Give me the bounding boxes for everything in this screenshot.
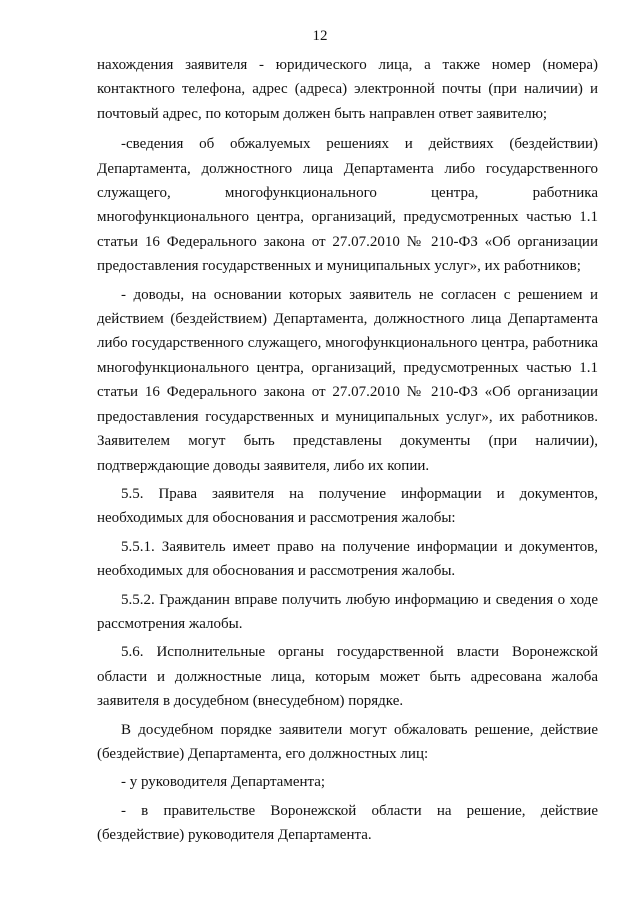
paragraph-section-5-5-2: 5.5.2. Гражданин вправе получить любую информацию и сведения о ходе рассмотрения жалобы. bbox=[97, 591, 598, 632]
page-number: 12 bbox=[312, 28, 328, 44]
paragraph-arguments: - доводы, на основании которых заявитель не согласен с решением и действием (бездействием) Департамента, должностного лица Департамента либо государственного служащего, многофункционального центра, работника многофункционального центра, организаций, предусмотренных частью 1.1 статьи 16 Федерального закона от 27.07.2010 № 210-ФЗ «Об организации предоставления государственных и муниципальных услуг», их работников. Заявителем могут быть представлены документы (при наличии), подтверждающие доводы заявителя, либо их копии. bbox=[97, 286, 598, 474]
paragraph-applicant-contacts: нахождения заявителя - юридического лица, а также номер (номера) контактного телефона, адрес (адреса) электронной почты (при наличии) и почтовый адрес, по которым должен быть направлен ответ заявителю; bbox=[97, 57, 598, 122]
paragraph-section-5-5-1: 5.5.1. Заявитель имеет право на получение информации и документов, необходимых для обоснования и рассмотрения жалобы. bbox=[97, 538, 598, 580]
paragraph-appealed-decisions: -сведения об обжалуемых решениях и действиях (бездействии) Департамента, должностного лица Департамента либо государственного служащего, многофункционального центра, работника многофункционального центра, организаций, предусмотренных частью 1.1 статьи 16 Федерального закона от 27.07.2010 № 210-ФЗ «Об организации предоставления государственных и муниципальных услуг», их работников; bbox=[97, 136, 598, 275]
document-body bbox=[97, 53, 598, 852]
paragraph-section-5-6: 5.6. Исполнительные органы государственной власти Воронежской области и должностные лица, которым может быть адресована жалоба заявителя в досудебном (внесудебном) порядке. bbox=[97, 644, 598, 710]
list-item-department-head: - у руководителя Департамента; bbox=[121, 774, 326, 791]
paragraph-section-5-5: 5.5. Права заявителя на получение информации и документов, необходимых для обоснования и рассмотрения жалобы: bbox=[97, 485, 598, 527]
paragraph-pretrial-appeal: В досудебном порядке заявители могут обжаловать решение, действие (бездействие) Департамента, его должностных лиц: bbox=[97, 721, 598, 762]
list-item-government: - в правительстве Воронежской области на решение, действие (бездействие) руководителя Департамента. bbox=[97, 802, 598, 844]
